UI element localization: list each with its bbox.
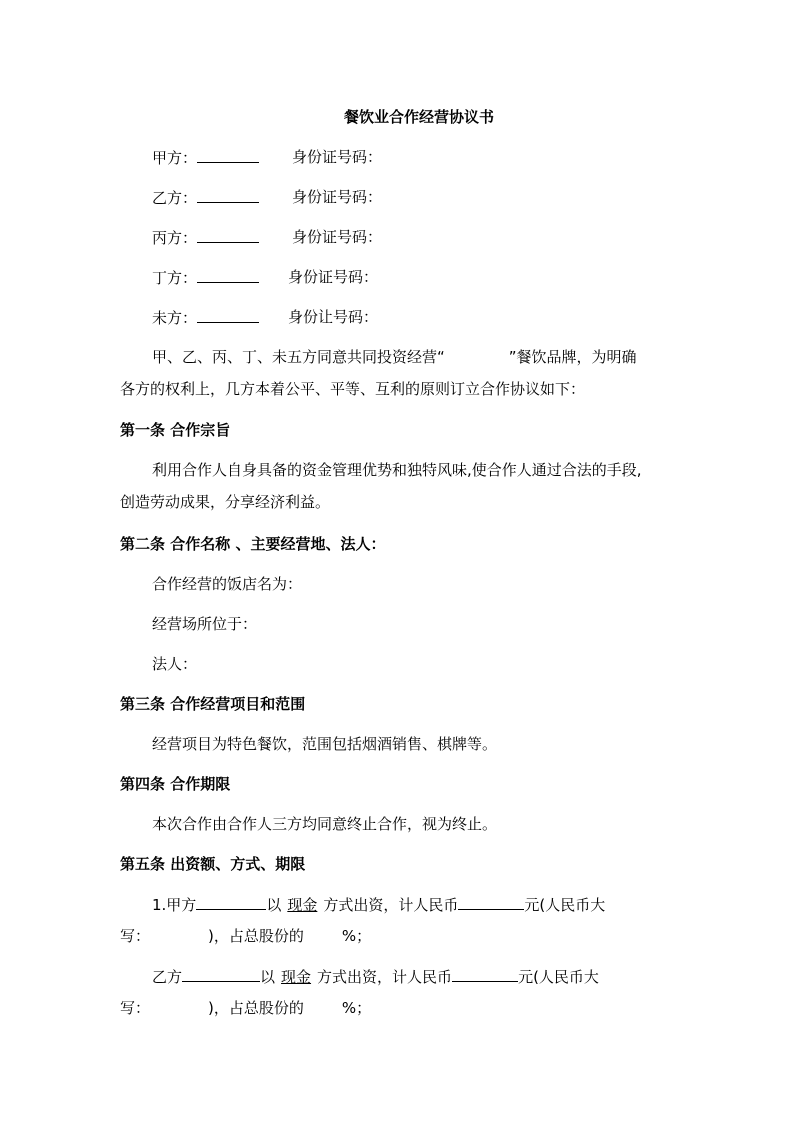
contribution-jia-line-1 <box>152 894 605 914</box>
party-wei-id: 身份让号码： <box>288 308 379 326</box>
yuan-text: 元(人民币大 <box>518 968 599 986</box>
party-ding-id: 身份证号码： <box>288 268 379 286</box>
party-ding-line <box>152 267 259 287</box>
article-1-line-2: 创造劳动成果，分享经济利益。 <box>120 493 331 511</box>
text-yi: 以 <box>266 896 282 914</box>
rmb-blank <box>458 894 524 910</box>
party-label: 丁方： <box>152 269 198 287</box>
article-2-heading: 第二条 合作名称 、主要经营地、法人： <box>120 535 386 553</box>
article-4-heading: 第四条 合作期限 <box>120 775 231 793</box>
contribution-party: 乙方 <box>152 968 183 986</box>
party-name-blank <box>197 187 259 203</box>
party-name-blank <box>197 147 259 163</box>
share-text: )，占总股份的 <box>208 927 304 945</box>
party-jia-id: 身份证号码： <box>292 148 383 166</box>
article-3-line-1: 经营项目为特色餐饮，范围包括烟酒销售、棋牌等。 <box>152 735 498 753</box>
yuan-text: 元(人民币大 <box>524 896 606 914</box>
party-name-blank <box>197 307 259 323</box>
party-yi-id: 身份证号码： <box>292 188 383 206</box>
article-2-name: 合作经营的饭店名为： <box>152 575 303 593</box>
document-title: 餐饮业合作经营协议书 <box>344 108 495 126</box>
article-1-heading: 第一条 合作宗旨 <box>120 421 231 439</box>
article-3-heading: 第三条 合作经营项目和范围 <box>120 695 306 713</box>
contribution-method: 现金 <box>287 896 318 914</box>
party-bing-id: 身份证号码： <box>292 228 383 246</box>
intro-line-1 <box>152 347 637 367</box>
party-name-blank <box>197 227 259 243</box>
party-label: 未方： <box>152 309 198 327</box>
xie-text: 写： <box>120 927 151 945</box>
intro-text-a: 甲、乙、丙、丁、未五方同意共同投资经营“ <box>152 348 445 366</box>
contribution-method: 现金 <box>281 968 312 986</box>
party-bing-line <box>152 227 259 247</box>
party-label: 乙方： <box>152 189 198 207</box>
contribution-jia-line-2 <box>120 926 371 946</box>
contribution-party: 1.甲方 <box>152 896 197 914</box>
contribution-yi-line-1 <box>152 966 599 986</box>
contribution-yi-line-2 <box>120 998 371 1018</box>
amount-blank <box>182 966 260 982</box>
text-yi: 以 <box>260 968 276 986</box>
share-text: )，占总股份的 <box>208 999 304 1017</box>
party-name-blank <box>197 267 259 283</box>
pct-text: %； <box>341 927 372 945</box>
pct-text: %； <box>341 999 372 1017</box>
xie-text: 写： <box>120 999 151 1017</box>
contribution-text: 方式出资，计人民币 <box>317 968 453 986</box>
intro-text-b: ”餐饮品牌，为明确 <box>508 348 637 366</box>
intro-line-2: 各方的权利上，几方本着公平、平等、互利的原则订立合作协议如下： <box>120 380 586 398</box>
party-label: 甲方： <box>152 149 198 167</box>
rmb-blank <box>452 966 518 982</box>
party-jia-line <box>152 147 259 167</box>
amount-blank <box>196 894 266 910</box>
party-yi-line <box>152 187 259 207</box>
article-2-location: 经营场所位于： <box>152 615 258 633</box>
party-wei-line <box>152 307 259 327</box>
article-1-line-1: 利用合作人自身具备的资金管理优势和独特风味,使合作人通过合法的手段, <box>152 461 642 479</box>
article-5-heading: 第五条 出资额、方式、期限 <box>120 855 306 873</box>
contribution-text: 方式出资，计人民币 <box>323 896 459 914</box>
article-4-line-1: 本次合作由合作人三方均同意终止合作，视为终止。 <box>152 815 498 833</box>
party-label: 丙方： <box>152 229 198 247</box>
article-2-legal: 法人： <box>152 655 198 673</box>
